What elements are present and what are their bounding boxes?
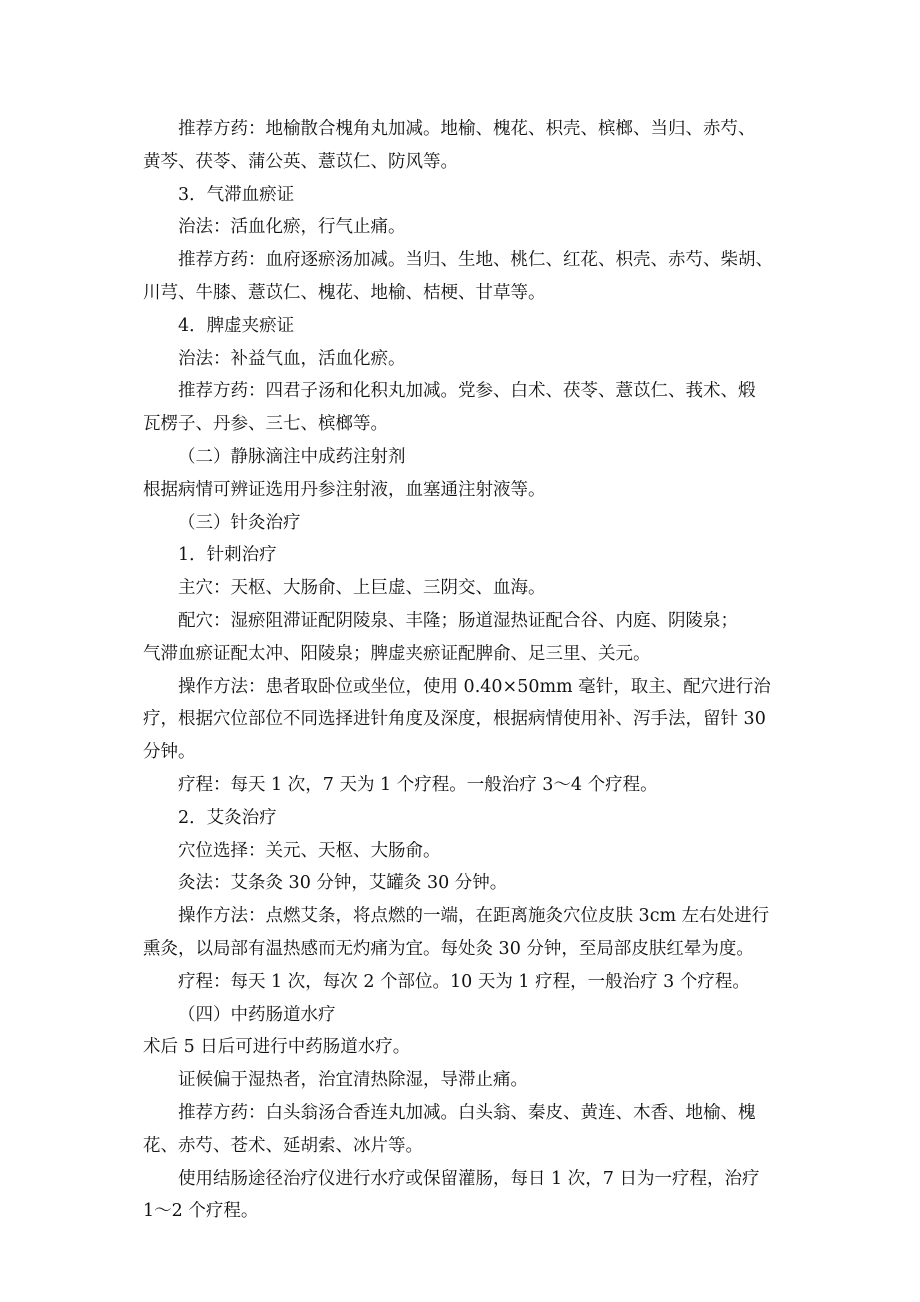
section-heading: 1．针刺治疗: [178, 545, 277, 566]
text-line: 川芎、牛膝、薏苡仁、槐花、地榆、桔梗、甘草等。: [143, 282, 546, 303]
text-line: 操作方法：患者取卧位或坐位，使用 0.40×50mm 毫针，取主、配穴进行治: [178, 676, 771, 697]
text-line: 推荐方药：地榆散合槐角丸加减。地榆、槐花、枳壳、槟榔、当归、赤芍、: [178, 119, 756, 139]
text-line: 疗程：每天 1 次，7 天为 1 个疗程。一般治疗 3～4 个疗程。: [178, 774, 658, 795]
text-line: 根据病情可辨证选用丹参注射液，血塞通注射液等。: [143, 479, 546, 500]
section-heading: 2．艾灸治疗: [178, 807, 277, 828]
text-line: 推荐方药：四君子汤和化积丸加减。党参、白术、茯苓、薏苡仁、莪术、煅: [178, 381, 756, 402]
text-line: 推荐方药：白头翁汤合香连丸加减。白头翁、秦皮、黄连、木香、地榆、槐: [178, 1102, 756, 1123]
section-heading: （四）中药肠道水疗: [178, 1004, 336, 1025]
text-line: 配穴：湿瘀阻滞证配阴陵泉、丰隆；肠道湿热证配合谷、内庭、阴陵泉；: [178, 610, 738, 631]
text-line: 操作方法：点燃艾条，将点燃的一端，在距离施灸穴位皮肤 3cm 左右处进行: [178, 906, 770, 927]
section-heading: 3．气滞血瘀证: [178, 184, 295, 205]
text-line: 术后 5 日后可进行中药肠道水疗。: [143, 1037, 411, 1058]
text-line: 穴位选择：关元、天枢、大肠俞。: [178, 840, 441, 861]
section-heading: （三）针灸治疗: [178, 512, 301, 533]
text-line: 疗，根据穴位部位不同选择进针角度及深度，根据病情使用补、泻手法，留针 30: [143, 709, 766, 730]
text-line: 治法：补益气血，活血化瘀。: [178, 348, 406, 369]
text-line: 1～2 个疗程。: [143, 1201, 259, 1222]
text-line: 黄芩、茯苓、蒲公英、薏苡仁、防风等。: [143, 151, 458, 172]
text-line: 气滞血瘀证配太冲、阳陵泉；脾虚夹瘀证配脾俞、足三里、关元。: [143, 643, 651, 664]
text-line: 分钟。: [143, 742, 196, 763]
text-line: 推荐方药：血府逐瘀汤加减。当归、生地、桃仁、红花、枳壳、赤芍、柴胡、: [178, 250, 773, 271]
text-line: 证候偏于湿热者，治宜清热除湿，导滞止痛。: [178, 1070, 528, 1091]
text-line: 瓦楞子、丹参、三七、槟榔等。: [143, 414, 388, 435]
text-line: 治法：活血化瘀，行气止痛。: [178, 217, 406, 238]
text-line: 灸法：艾条灸 30 分钟，艾罐灸 30 分钟。: [178, 873, 508, 894]
section-heading: 4．脾虚夹瘀证: [178, 315, 295, 336]
document-body: [143, 113, 783, 1228]
text-line: 使用结肠途径治疗仪进行水疗或保留灌肠，每日 1 次，7 日为一疗程，治疗: [178, 1168, 760, 1189]
text-line: 疗程：每天 1 次，每次 2 个部位。10 天为 1 疗程，一般治疗 3 个疗程。: [178, 971, 750, 992]
text-line: 主穴：天枢、大肠俞、上巨虚、三阴交、血海。: [178, 578, 546, 599]
section-heading: （二）静脉滴注中成药注射剂: [178, 446, 406, 467]
text-line: 花、赤芍、苍术、延胡索、冰片等。: [143, 1135, 423, 1156]
text-line: 熏灸，以局部有温热感而无灼痛为宜。每处灸 30 分钟，至局部皮肤红晕为度。: [143, 938, 754, 959]
